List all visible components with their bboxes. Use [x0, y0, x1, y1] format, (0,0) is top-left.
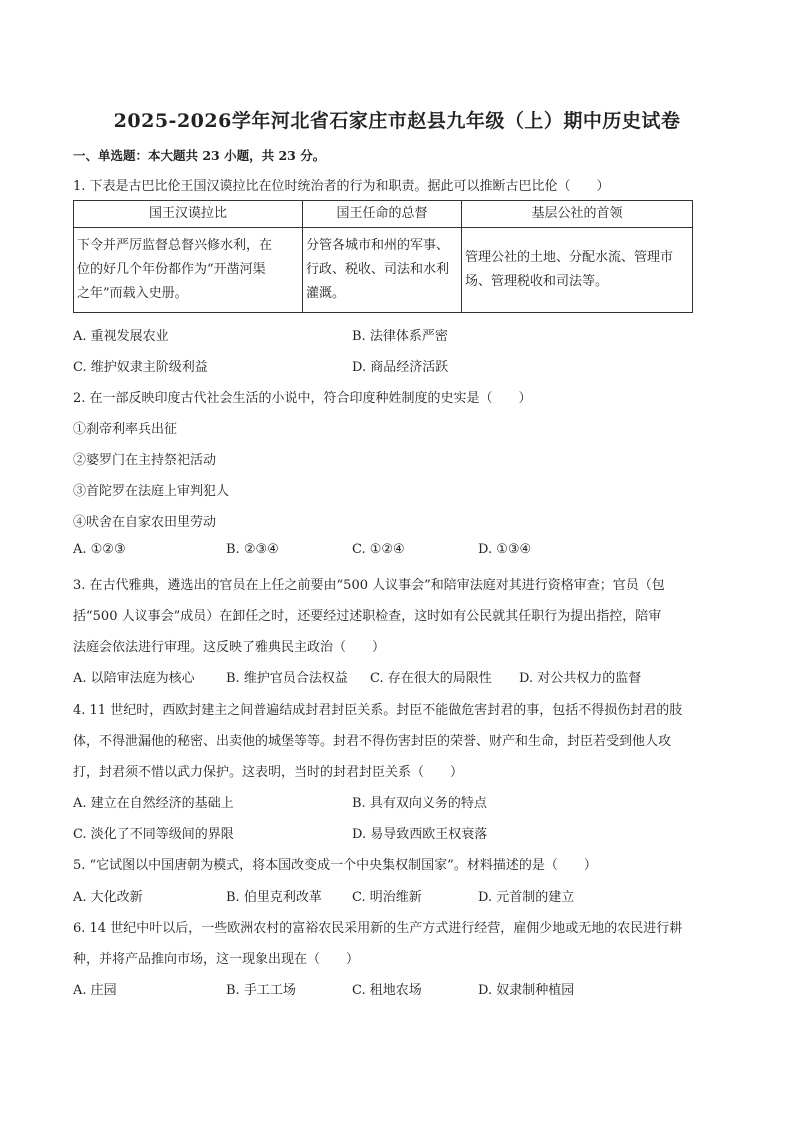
option-d[interactable]: D. 易导致西欧王权衰落	[352, 827, 488, 842]
q4-stem-line: 体，不得泄漏他的秘密、出卖他的城堡等等。封君不得伤害封臣的荣誉、财产和生命，封臣若受到他人攻	[73, 734, 672, 749]
option-c[interactable]: C. 维护奴隶主阶级利益	[73, 360, 208, 375]
q4-stem-line: 4. 11 世纪时，西欧封建主之间普遍结成封君封臣关系。封臣不能做危害封君的事，包括不得损伤封君的肢	[73, 703, 683, 718]
q3-stem-line: 法庭会依法进行审理。这反映了雅典民主政治（ ）	[73, 640, 386, 655]
cell-line: 位的好几个年份都作为“开凿河渠	[77, 262, 266, 277]
option-c[interactable]: C. 明治维新	[352, 890, 422, 905]
cell-line: 之年”而载入史册。	[77, 286, 188, 301]
q2-item: ②婆罗门在主持祭祀活动	[73, 453, 217, 468]
q1-stem: 1. 下表是古巴比伦王国汉谟拉比在位时统治者的行为和职责。据此可以推断古巴比伦（ ）	[73, 179, 610, 194]
table-cell	[303, 228, 462, 313]
q2-item: ③首陀罗在法庭上审判犯人	[73, 484, 230, 499]
option-a[interactable]: A. 大化改新	[73, 890, 143, 905]
cell-line: 下令并严厉监督总督兴修水利，在	[77, 238, 273, 253]
q5-stem: 5. “它试图以中国唐朝为模式，将本国改变成一个中央集权制国家”。材料描述的是（ ）	[73, 858, 597, 873]
cell-line: 行政、税收、司法和水利	[306, 262, 450, 277]
option-a[interactable]: A. 以陪审法庭为核心	[73, 671, 195, 686]
table-header: 国王汉谟拉比	[74, 201, 303, 228]
option-a[interactable]: A. 庄园	[73, 983, 117, 998]
option-b[interactable]: B. ②③④	[226, 542, 279, 557]
section-heading: 一、单选题：本大题共 23 小题，共 23 分。	[73, 148, 326, 163]
q6-stem-line: 种，并将产品推向市场，这一现象出现在（ ）	[73, 952, 360, 967]
option-d[interactable]: D. 元首制的建立	[478, 890, 575, 905]
q3-stem-line: 括“500 人议事会”成员）在卸任之时，还要经过述职检查，这时如有公民就其任职行为提出指控，陪审	[73, 609, 662, 624]
option-c[interactable]: C. 淡化了不同等级间的界限	[73, 827, 234, 842]
cell-line: 管理公社的土地、分配水流、管理市	[465, 250, 674, 265]
q6-stem-line: 6. 14 世纪中叶以后，一些欧洲农村的富裕农民采用新的生产方式进行经营，雇佣少地或无地的农民进行耕	[73, 921, 683, 936]
table-cell	[462, 228, 693, 313]
option-b[interactable]: B. 伯里克利改革	[226, 890, 322, 905]
option-b[interactable]: B. 法律体系严密	[352, 329, 448, 344]
option-d[interactable]: D. 对公共权力的监督	[519, 671, 642, 686]
table-cell	[74, 228, 303, 313]
option-b[interactable]: B. 具有双向义务的特点	[352, 796, 487, 811]
cell-line: 灌溉。	[306, 286, 346, 301]
option-a[interactable]: A. 重视发展农业	[73, 329, 169, 344]
option-c[interactable]: C. ①②④	[352, 542, 405, 557]
q1-table	[73, 200, 693, 313]
option-b[interactable]: B. 手工工场	[226, 983, 296, 998]
table-header: 国王任命的总督	[303, 201, 462, 228]
page-title: 2025-2026学年河北省石家庄市赵县九年级（上）期中历史试卷	[113, 110, 681, 132]
q2-stem: 2. 在一部反映印度古代社会生活的小说中，符合印度种姓制度的史实是（ ）	[73, 391, 532, 406]
option-a[interactable]: A. ①②③	[73, 542, 126, 557]
option-d[interactable]: D. 奴隶制种植园	[478, 983, 575, 998]
q4-stem-line: 打，封君须不惜以武力保护。这表明，当时的封君封臣关系（ ）	[73, 765, 464, 780]
q3-stem-line: 3. 在古代雅典，遴选出的官员在上任之前要由“500 人议事会”和陪审法庭对其进行资格审查；官员（包	[73, 578, 665, 593]
table-header: 基层公社的首领	[462, 201, 693, 228]
q2-item: ①刹帝利率兵出征	[73, 422, 178, 437]
option-c[interactable]: C. 存在很大的局限性	[370, 671, 492, 686]
table-row	[74, 228, 693, 313]
option-b[interactable]: B. 维护官员合法权益	[226, 671, 348, 686]
option-a[interactable]: A. 建立在自然经济的基础上	[73, 796, 234, 811]
option-d[interactable]: D. 商品经济活跃	[352, 360, 449, 375]
q2-item: ④吠舍在自家农田里劳动	[73, 515, 217, 530]
option-c[interactable]: C. 租地农场	[352, 983, 422, 998]
cell-line: 分管各城市和州的军事、	[306, 238, 450, 253]
table-header-row	[74, 201, 693, 228]
option-d[interactable]: D. ①③④	[478, 542, 532, 557]
cell-line: 场、管理税收和司法等。	[465, 274, 609, 289]
